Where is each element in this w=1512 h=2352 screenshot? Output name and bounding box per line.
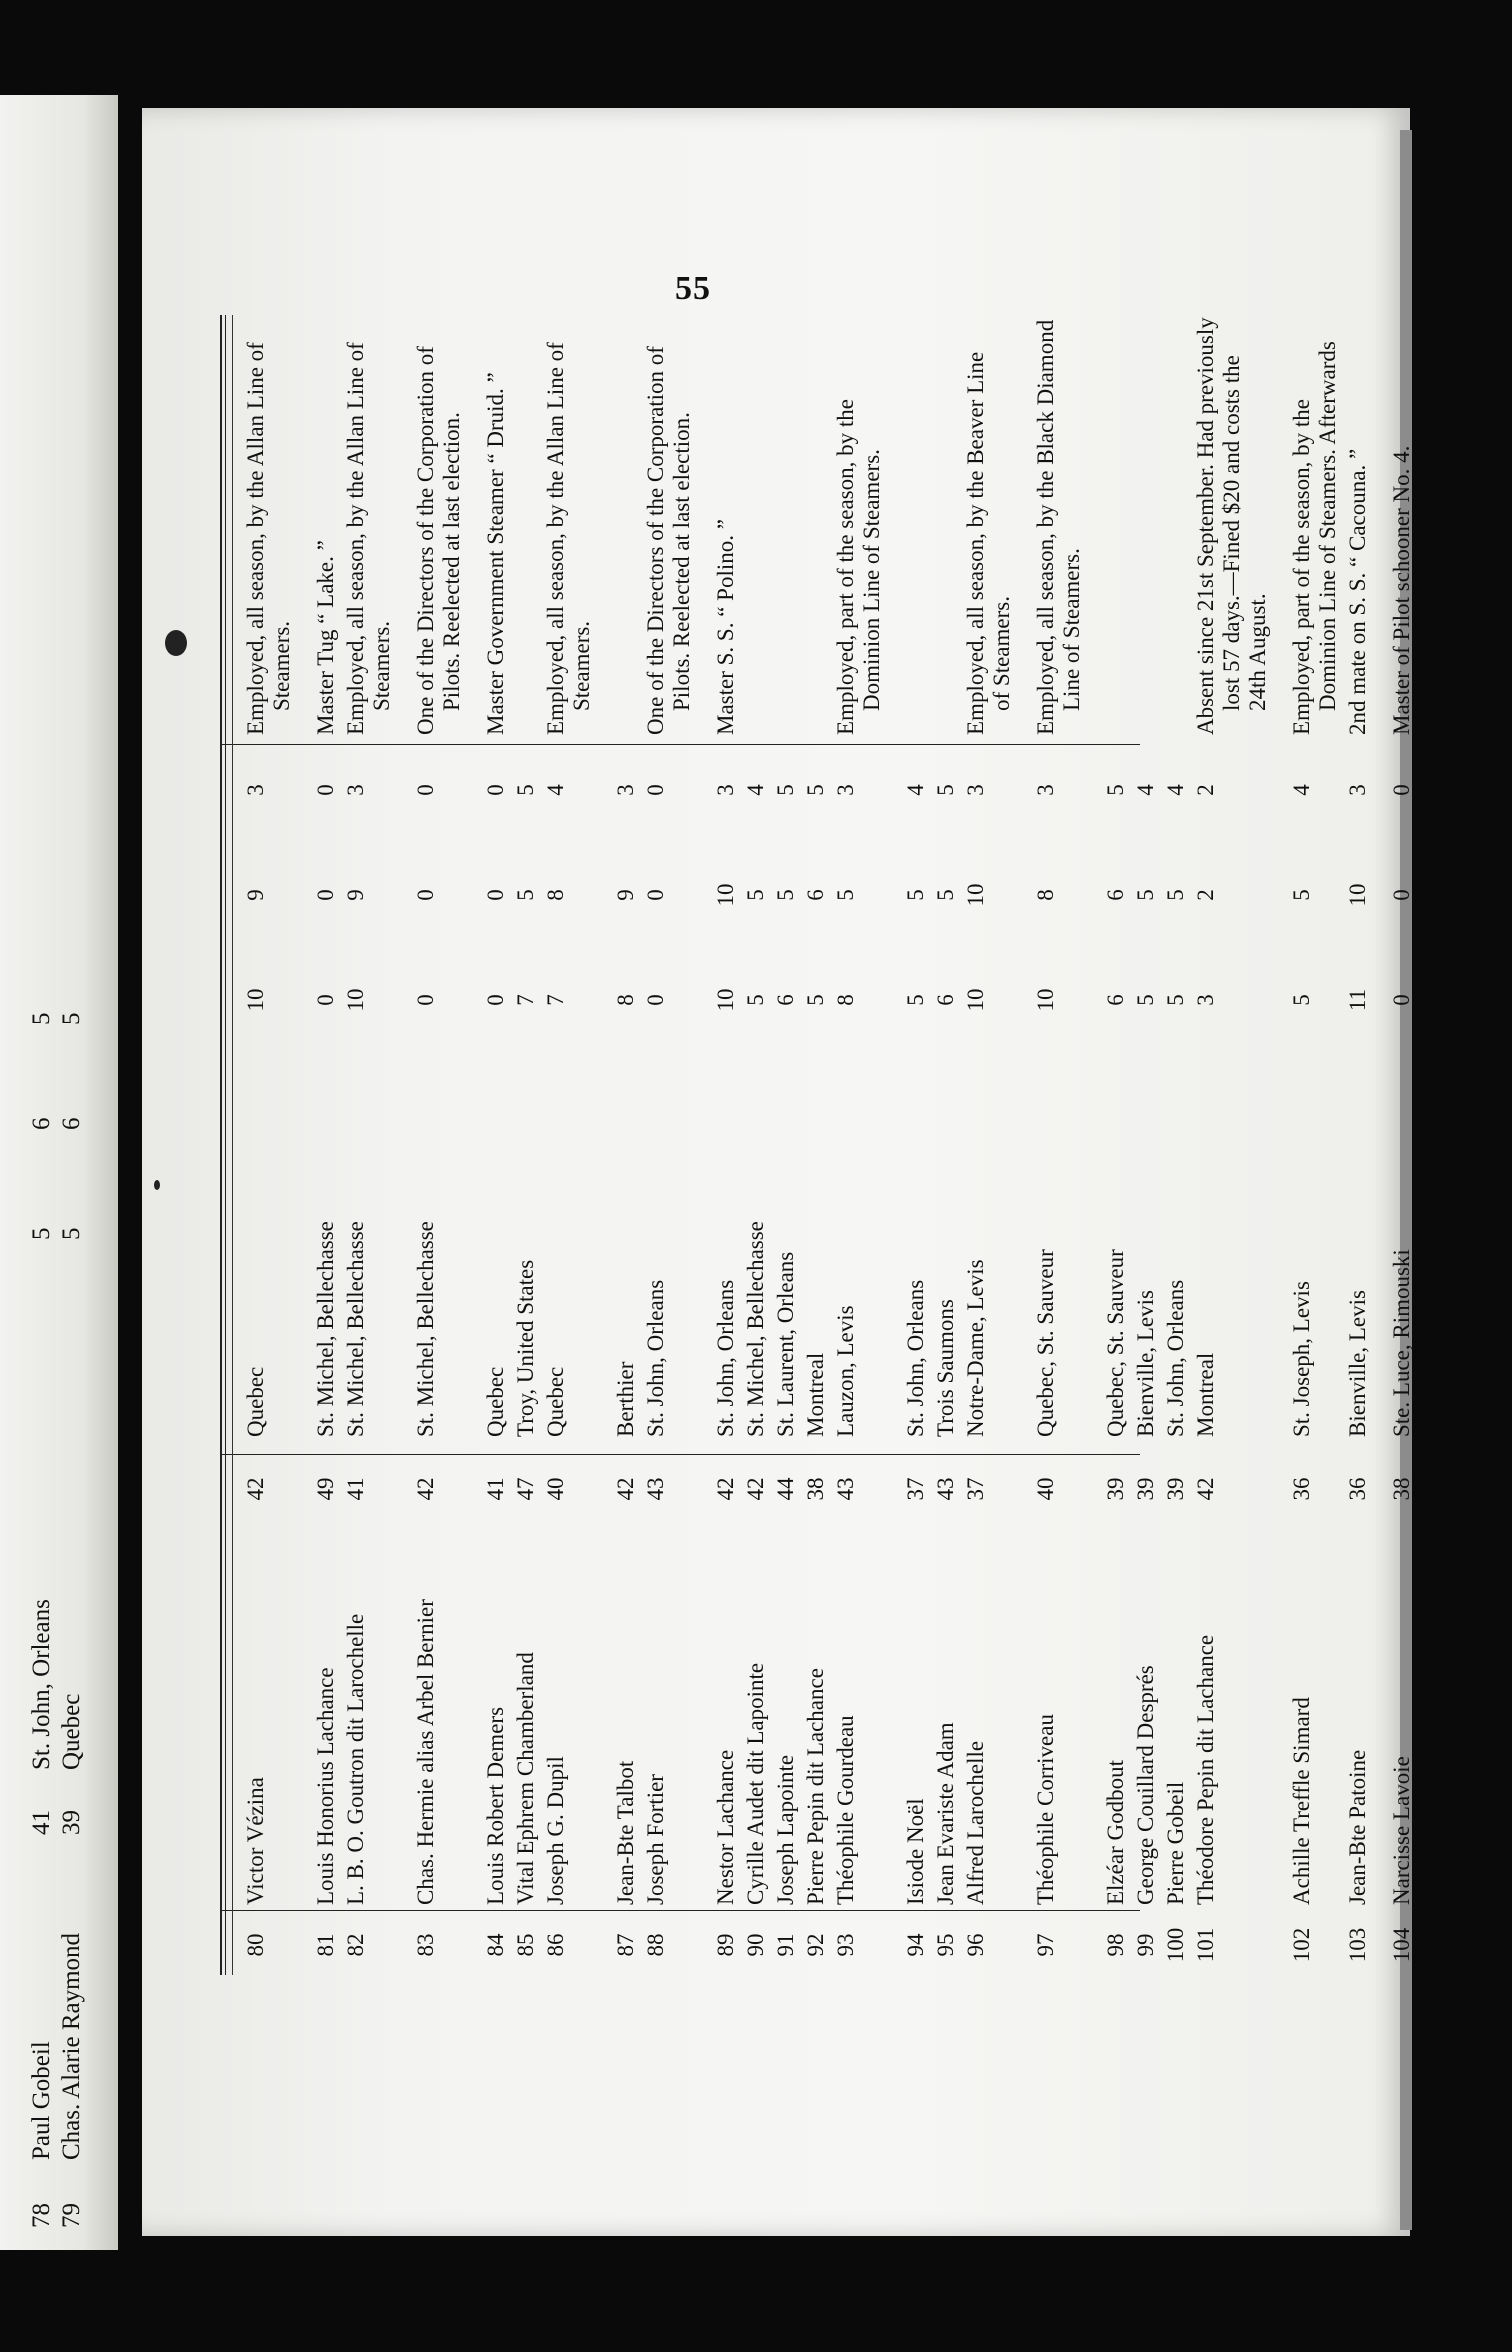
count-a: 8 (833, 994, 858, 1006)
count-a: 5 (903, 994, 928, 1006)
pilot-age: 42 (713, 1477, 738, 1501)
pilot-residence: Quebec (543, 1366, 568, 1437)
pilot-age: 39 (1133, 1477, 1158, 1501)
prev-count-b: 6 (28, 1117, 55, 1130)
count-b: 10 (713, 883, 738, 907)
table-row (802, 315, 828, 1975)
prev-count-a: 5 (28, 1227, 55, 1240)
pilot-residence: Notre-Dame, Levis (963, 1259, 988, 1437)
count-c: 3 (1033, 784, 1058, 796)
pilot-age: 43 (643, 1477, 668, 1501)
remark-line: Master S. S. “ Polino. ” (713, 519, 738, 735)
pilot-number: 86 (543, 1933, 568, 1957)
count-c: 0 (313, 784, 338, 796)
pilot-number: 87 (613, 1933, 638, 1957)
table-row (612, 315, 638, 1975)
count-b: 5 (833, 889, 858, 901)
pilot-number: 94 (903, 1933, 928, 1957)
pilot-name: George Couillard Després (1133, 1665, 1158, 1905)
pilot-residence: St. John, Orleans (643, 1279, 668, 1437)
table-row (242, 315, 294, 1975)
pilot-name: Joseph Fortier (643, 1774, 668, 1905)
count-c: 3 (713, 784, 738, 796)
count-b: 0 (1389, 889, 1414, 901)
table-row (512, 315, 538, 1975)
table-row (1192, 315, 1270, 1975)
count-a: 6 (933, 994, 958, 1006)
pilot-name: Joseph Lapointe (773, 1754, 798, 1905)
remark-line: Employed, part of the season, by the (1289, 399, 1314, 735)
pilot-name: Vital Ephrem Chamberland (513, 1652, 538, 1905)
table-row (832, 315, 884, 1975)
pilot-number: 98 (1103, 1933, 1128, 1957)
count-c: 2 (1193, 784, 1218, 796)
count-b: 5 (933, 889, 958, 901)
pilot-number: 80 (243, 1933, 268, 1957)
pilot-name: Théodore Pepin dit Lachance (1193, 1634, 1218, 1905)
pilot-residence: Montreal (1193, 1352, 1218, 1437)
count-c: 0 (483, 784, 508, 796)
pilot-name: Joseph G. Dupil (543, 1756, 568, 1905)
count-a: 6 (1103, 994, 1128, 1006)
pilot-name: Elzéar Godbout (1103, 1760, 1128, 1905)
pilot-number: 89 (713, 1933, 738, 1957)
remark-line: One of the Directors of the Corporation of (643, 346, 668, 735)
pilot-residence: Quebec, St. Sauveur (1103, 1249, 1128, 1437)
remark-line: Employed, part of the season, by the (833, 399, 858, 735)
prev-count-a: 5 (58, 1227, 85, 1240)
pilot-age: 38 (1389, 1477, 1414, 1501)
count-c: 3 (343, 784, 368, 796)
pilot-name: Théophile Corriveau (1033, 1714, 1058, 1905)
pilot-residence: St. Michel, Bellechasse (343, 1221, 368, 1437)
pilot-age: 49 (313, 1477, 338, 1501)
scan-speck (165, 630, 187, 656)
count-a: 7 (543, 994, 568, 1006)
pilot-name: Alfred Larochelle (963, 1740, 988, 1905)
pilot-number: 103 (1345, 1927, 1370, 1963)
count-b: 6 (803, 889, 828, 901)
pilot-residence: Bienville, Levis (1133, 1290, 1158, 1437)
pilot-number: 91 (773, 1933, 798, 1957)
count-a: 3 (1193, 994, 1218, 1006)
table-row (1162, 315, 1188, 1975)
pilot-residence: Quebec, St. Sauveur (1033, 1249, 1058, 1437)
pilot-age: 36 (1289, 1477, 1314, 1501)
remark-line: Dominion Line of Steamers. (859, 449, 884, 711)
pilot-age: 44 (773, 1477, 798, 1501)
pilot-name: Narcisse Lavoie (1389, 1756, 1414, 1905)
prev-pilot-number: 78 (28, 2203, 55, 2228)
pilot-number: 84 (483, 1933, 508, 1957)
count-a: 10 (1033, 988, 1058, 1012)
pilot-age: 43 (833, 1477, 858, 1501)
count-a: 0 (313, 994, 338, 1006)
pilot-number: 100 (1163, 1927, 1188, 1963)
pilot-number: 83 (413, 1933, 438, 1957)
pilot-number: 99 (1133, 1933, 1158, 1957)
pilot-age: 36 (1345, 1477, 1370, 1501)
prev-pilot-name: Paul Gobeil (28, 2041, 55, 2160)
count-b: 9 (613, 889, 638, 901)
count-c: 3 (243, 784, 268, 796)
count-c: 4 (1289, 784, 1314, 796)
count-c: 3 (963, 784, 988, 796)
count-b: 10 (963, 883, 988, 907)
header-rule (232, 315, 233, 1975)
pilot-age: 37 (963, 1477, 988, 1501)
count-a: 7 (513, 994, 538, 1006)
pilot-number: 95 (933, 1933, 958, 1957)
pilot-number: 97 (1033, 1933, 1058, 1957)
pilot-number: 92 (803, 1933, 828, 1957)
table-row (742, 315, 768, 1975)
pilot-number: 88 (643, 1933, 668, 1957)
count-a: 6 (773, 994, 798, 1006)
remark-line: Steamers. (369, 620, 394, 711)
pilot-name: Pierre Gobeil (1163, 1781, 1188, 1905)
count-b: 5 (1133, 889, 1158, 901)
pilot-number: 85 (513, 1933, 538, 1957)
count-b: 5 (903, 889, 928, 901)
remark-line: Absent since 21st September. Had previously (1193, 317, 1218, 735)
prev-count-c: 5 (28, 1012, 55, 1025)
count-c: 5 (933, 784, 958, 796)
pilot-age: 42 (243, 1477, 268, 1501)
table-row (712, 315, 738, 1975)
pilot-age: 42 (413, 1477, 438, 1501)
pilot-residence: St. Michel, Bellechasse (743, 1221, 768, 1437)
count-a: 11 (1345, 988, 1370, 1012)
table-row (412, 315, 464, 1975)
pilot-age: 38 (803, 1477, 828, 1501)
count-c: 0 (1389, 784, 1414, 796)
remark-line: Employed, all season, by the Black Diamond (1033, 319, 1058, 735)
remark-line: Master of Pilot schooner No. 4. (1389, 445, 1414, 735)
table-row (932, 315, 958, 1975)
pilot-residence: St. John, Orleans (713, 1279, 738, 1437)
prev-pilot-name: Chas. Alarie Raymond (58, 1932, 85, 2160)
remark-line: Pilots. Reelected at last election. (439, 412, 464, 711)
pilot-name: Louis Honorius Lachance (313, 1667, 338, 1905)
prev-pilot-number: 79 (58, 2203, 85, 2228)
remark-line: Employed, all season, by the Allan Line of (243, 342, 268, 735)
pilot-age: 42 (743, 1477, 768, 1501)
previous-page-edge (0, 95, 118, 2250)
pilot-residence: Quebec (243, 1366, 268, 1437)
pilot-residence: St. Michel, Bellechasse (413, 1221, 438, 1437)
count-a: 0 (413, 994, 438, 1006)
count-c: 0 (413, 784, 438, 796)
pilot-name: Nestor Lachance (713, 1749, 738, 1905)
remark-line: Master Tug “ Lake. ” (313, 540, 338, 735)
pilot-residence: Montreal (803, 1352, 828, 1437)
count-c: 0 (643, 784, 668, 796)
count-a: 10 (343, 988, 368, 1012)
table-row (902, 315, 928, 1975)
pilot-age: 39 (1103, 1477, 1128, 1501)
pilot-age: 39 (1163, 1477, 1188, 1501)
pilot-residence: Troy, United States (513, 1259, 538, 1437)
count-c: 5 (803, 784, 828, 796)
count-c: 4 (1163, 784, 1188, 796)
pilot-residence: Lauzon, Levis (833, 1305, 858, 1437)
count-b: 5 (1289, 889, 1314, 901)
pilot-number: 90 (743, 1933, 768, 1957)
count-a: 10 (963, 988, 988, 1012)
pilot-number: 93 (833, 1933, 858, 1957)
pilot-age: 43 (933, 1477, 958, 1501)
count-b: 5 (773, 889, 798, 901)
pilot-residence: St. Laurent, Orleans (773, 1251, 798, 1437)
remark-line: of Steamers. (989, 596, 1014, 711)
remark-line: Master Government Steamer “ Druid. ” (483, 372, 508, 735)
table-row (342, 315, 394, 1975)
pilot-residence: St. John, Orleans (1163, 1279, 1188, 1437)
remark-line: Steamers. (269, 620, 294, 711)
count-c: 5 (773, 784, 798, 796)
table-row (1102, 315, 1128, 1975)
table-row (1132, 315, 1158, 1975)
prev-pilot-age: 41 (28, 1810, 55, 1835)
count-c: 4 (743, 784, 768, 796)
table-row (1288, 315, 1340, 1975)
count-a: 5 (743, 994, 768, 1006)
remark-line: Employed, all season, by the Allan Line of (343, 342, 368, 735)
prev-pilot-residence: Quebec (58, 1693, 85, 1770)
remark-line: Pilots. Reelected at last election. (669, 412, 694, 711)
prev-pilot-residence: St. John, Orleans (28, 1599, 55, 1770)
count-a: 0 (1389, 994, 1414, 1006)
table-top-rule (220, 315, 226, 1975)
count-b: 9 (243, 889, 268, 901)
table-row (1032, 315, 1084, 1975)
pilot-register-table (220, 315, 1414, 1975)
pilot-residence: Trois Saumons (933, 1299, 958, 1437)
count-c: 4 (1133, 784, 1158, 796)
count-a: 8 (613, 994, 638, 1006)
pilot-age: 41 (343, 1477, 368, 1501)
pilot-residence: Berthier (613, 1361, 638, 1437)
pilot-number: 82 (343, 1933, 368, 1957)
count-b: 2 (1193, 889, 1218, 901)
remark-line: lost 57 days.—Fined $20 and costs the (1219, 355, 1244, 711)
count-b: 6 (1103, 889, 1128, 901)
pilot-name: L. B. O. Goutron dit Larochelle (343, 1613, 368, 1905)
count-c: 5 (513, 784, 538, 796)
remark-line: Employed, all season, by the Beaver Line (963, 351, 988, 735)
scan-speck (154, 1180, 160, 1190)
pilot-number: 81 (313, 1933, 338, 1957)
count-a: 10 (243, 988, 268, 1012)
pilot-name: Louis Robert Demers (483, 1706, 508, 1905)
prev-count-c: 5 (58, 1012, 85, 1025)
pilot-age: 41 (483, 1477, 508, 1501)
pilot-name: Chas. Hermie alias Arbel Bernier (413, 1599, 438, 1905)
count-c: 3 (1345, 784, 1370, 796)
pilot-number: 102 (1289, 1927, 1314, 1963)
count-b: 8 (543, 889, 568, 901)
count-b: 0 (313, 889, 338, 901)
remark-line: Line of Steamers. (1059, 548, 1084, 711)
count-a: 5 (1163, 994, 1188, 1006)
count-b: 0 (483, 889, 508, 901)
remark-line: Dominion Line of Steamers. Afterwards (1315, 341, 1340, 711)
prev-count-b: 6 (58, 1117, 85, 1130)
remark-line: Steamers. (569, 620, 594, 711)
pilot-residence: St. Michel, Bellechasse (313, 1221, 338, 1437)
count-c: 5 (1103, 784, 1128, 796)
remark-line: Employed, all season, by the Allan Line of (543, 342, 568, 735)
count-b: 5 (743, 889, 768, 901)
pilot-age: 42 (1193, 1477, 1218, 1501)
count-b: 5 (1163, 889, 1188, 901)
pilot-number: 101 (1193, 1927, 1218, 1963)
pilot-name: Jean-Bte Talbot (613, 1760, 638, 1905)
pilot-age: 37 (903, 1477, 928, 1501)
table-row (1388, 315, 1414, 1975)
count-b: 0 (413, 889, 438, 901)
pilot-residence: Ste. Luce, Rimouski (1389, 1249, 1414, 1437)
pilot-name: Victor Vézina (243, 1777, 268, 1905)
pilot-name: Cyrille Audet dit Lapointe (743, 1662, 768, 1905)
count-b: 5 (513, 889, 538, 901)
page-number: 55 (675, 270, 711, 307)
table-row (482, 315, 508, 1975)
pilot-name: Isiode Noël (903, 1798, 928, 1905)
table-row (772, 315, 798, 1975)
pilot-age: 47 (513, 1477, 538, 1501)
pilot-name: Jean-Bte Patoine (1345, 1749, 1370, 1905)
pilot-name: Théophile Gourdeau (833, 1715, 858, 1905)
table-row (1344, 315, 1370, 1975)
count-a: 5 (1133, 994, 1158, 1006)
count-c: 3 (613, 784, 638, 796)
pilot-residence: Bienville, Levis (1345, 1290, 1370, 1437)
remark-line: 24th August. (1245, 593, 1270, 711)
count-b: 0 (643, 889, 668, 901)
pilot-age: 40 (1033, 1477, 1058, 1501)
count-c: 4 (543, 784, 568, 796)
pilot-number: 96 (963, 1933, 988, 1957)
table-row (312, 315, 338, 1975)
count-c: 3 (833, 784, 858, 796)
count-a: 0 (643, 994, 668, 1006)
count-b: 8 (1033, 889, 1058, 901)
table-row (542, 315, 594, 1975)
count-a: 10 (713, 988, 738, 1012)
remark-line: One of the Directors of the Corporation of (413, 346, 438, 735)
count-a: 0 (483, 994, 508, 1006)
pilot-residence: St. Joseph, Levis (1289, 1281, 1314, 1437)
previous-page-rotated-content (0, 95, 118, 2250)
pilot-number: 104 (1389, 1927, 1414, 1963)
pilot-name: Pierre Pepin dit Lachance (803, 1668, 828, 1905)
pilot-age: 42 (613, 1477, 638, 1501)
remark-line: 2nd mate on S. S. “ Cacouna. ” (1345, 448, 1370, 735)
pilot-name: Achille Treffle Simard (1289, 1697, 1314, 1905)
pilot-age: 40 (543, 1477, 568, 1501)
prev-pilot-age: 39 (58, 1810, 85, 1835)
count-b: 10 (1345, 883, 1370, 907)
count-a: 5 (1289, 994, 1314, 1006)
pilot-residence: Quebec (483, 1366, 508, 1437)
count-a: 5 (803, 994, 828, 1006)
pilot-name: Jean Evariste Adam (933, 1722, 958, 1905)
count-b: 9 (343, 889, 368, 901)
table-row (642, 315, 694, 1975)
count-c: 4 (903, 784, 928, 796)
pilot-residence: St. John, Orleans (903, 1279, 928, 1437)
table-row (962, 315, 1014, 1975)
